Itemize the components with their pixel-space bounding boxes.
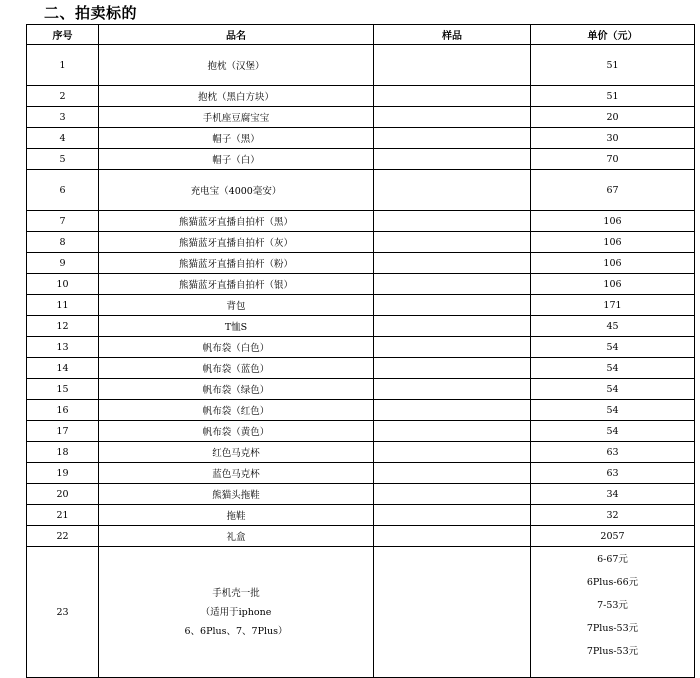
cell-sample — [374, 128, 531, 149]
cell-price-line: 6-67元 — [597, 554, 628, 565]
cell-sample — [374, 274, 531, 295]
cell-name: 帽子（白） — [99, 149, 374, 170]
cell-name — [99, 547, 374, 678]
cell-price: 171 — [531, 295, 695, 316]
cell-price: 106 — [531, 274, 695, 295]
cell-no: 22 — [27, 526, 99, 547]
cell-price: 20 — [531, 107, 695, 128]
cell-sample — [374, 316, 531, 337]
table-row — [27, 253, 695, 274]
cell-name-line: （适用于iphone — [200, 606, 272, 618]
cell-no: 12 — [27, 316, 99, 337]
cell-sample — [374, 170, 531, 211]
cell-no: 14 — [27, 358, 99, 379]
table-row — [27, 211, 695, 232]
cell-name: 帽子（黑） — [99, 128, 374, 149]
cell-price: 54 — [531, 358, 695, 379]
cell-name: 红色马克杯 — [99, 442, 374, 463]
table-row — [27, 505, 695, 526]
cell-name: 帆布袋（白色） — [99, 337, 374, 358]
table-row — [27, 400, 695, 421]
table-row — [27, 232, 695, 253]
cell-no: 16 — [27, 400, 99, 421]
table-row — [27, 295, 695, 316]
cell-price: 34 — [531, 484, 695, 505]
cell-name: 礼盒 — [99, 526, 374, 547]
cell-name: 抱枕（汉堡） — [99, 45, 374, 86]
column-header-price: 单价（元） — [531, 25, 695, 45]
cell-sample — [374, 337, 531, 358]
cell-price: 106 — [531, 232, 695, 253]
cell-price: 54 — [531, 379, 695, 400]
column-header-name: 品名 — [99, 25, 374, 45]
cell-price: 106 — [531, 253, 695, 274]
cell-no: 4 — [27, 128, 99, 149]
cell-price — [531, 547, 695, 678]
cell-sample — [374, 45, 531, 86]
cell-price-line: 7Plus-53元 — [586, 646, 639, 657]
table-row — [27, 274, 695, 295]
cell-sample — [374, 463, 531, 484]
cell-name: 熊猫蓝牙直播自拍杆（粉） — [99, 253, 374, 274]
cell-no: 23 — [27, 547, 99, 678]
cell-price: 51 — [531, 45, 695, 86]
cell-name-line: 6、6Plus、7、7Plus） — [184, 625, 288, 637]
cell-sample — [374, 421, 531, 442]
cell-name: 帆布袋（红色） — [99, 400, 374, 421]
table-row — [27, 484, 695, 505]
table-row — [27, 45, 695, 86]
cell-name: 熊猫头拖鞋 — [99, 484, 374, 505]
cell-sample — [374, 358, 531, 379]
cell-price: 54 — [531, 421, 695, 442]
table-header-row — [27, 25, 695, 45]
table-body — [27, 45, 695, 678]
table-row — [27, 442, 695, 463]
auction-lots-table — [26, 24, 695, 678]
table-row — [27, 316, 695, 337]
cell-sample — [374, 253, 531, 274]
cell-no: 8 — [27, 232, 99, 253]
cell-no: 2 — [27, 86, 99, 107]
cell-no: 9 — [27, 253, 99, 274]
cell-sample — [374, 295, 531, 316]
cell-price: 32 — [531, 505, 695, 526]
cell-price: 106 — [531, 211, 695, 232]
cell-sample — [374, 526, 531, 547]
cell-price: 54 — [531, 400, 695, 421]
table-row — [27, 128, 695, 149]
cell-sample — [374, 400, 531, 421]
cell-price: 54 — [531, 337, 695, 358]
cell-sample — [374, 379, 531, 400]
cell-no: 7 — [27, 211, 99, 232]
cell-no: 15 — [27, 379, 99, 400]
cell-price: 63 — [531, 463, 695, 484]
cell-no: 1 — [27, 45, 99, 86]
cell-sample — [374, 149, 531, 170]
table-row — [27, 170, 695, 211]
cell-no: 20 — [27, 484, 99, 505]
cell-name: 充电宝（4000毫安） — [99, 170, 374, 211]
cell-name: 帆布袋（绿色） — [99, 379, 374, 400]
table-row — [27, 107, 695, 128]
cell-name: 背包 — [99, 295, 374, 316]
table-row — [27, 421, 695, 442]
column-header-no: 序号 — [27, 25, 99, 45]
cell-price: 70 — [531, 149, 695, 170]
table-row — [27, 358, 695, 379]
cell-price: 51 — [531, 86, 695, 107]
table-row — [27, 379, 695, 400]
cell-sample — [374, 232, 531, 253]
cell-name: 手机座豆腐宝宝 — [99, 107, 374, 128]
cell-price: 2057 — [531, 526, 695, 547]
cell-name: 熊猫蓝牙直播自拍杆（银） — [99, 274, 374, 295]
table-row-23 — [27, 547, 695, 678]
cell-name: T恤S — [99, 316, 374, 337]
cell-sample — [374, 86, 531, 107]
cell-name: 熊猫蓝牙直播自拍杆（黑） — [99, 211, 374, 232]
cell-name: 帆布袋（蓝色） — [99, 358, 374, 379]
column-header-sample: 样品 — [374, 25, 531, 45]
table-row — [27, 463, 695, 484]
cell-no: 3 — [27, 107, 99, 128]
cell-price-line: 7-53元 — [597, 600, 628, 611]
cell-no: 18 — [27, 442, 99, 463]
cell-sample — [374, 107, 531, 128]
cell-sample — [374, 547, 531, 678]
cell-no: 17 — [27, 421, 99, 442]
cell-name: 帆布袋（黄色） — [99, 421, 374, 442]
section-heading: 二、拍卖标的 — [44, 4, 138, 22]
table-row — [27, 337, 695, 358]
cell-sample — [374, 211, 531, 232]
cell-no: 11 — [27, 295, 99, 316]
cell-no: 10 — [27, 274, 99, 295]
cell-name: 熊猫蓝牙直播自拍杆（灰） — [99, 232, 374, 253]
cell-no: 19 — [27, 463, 99, 484]
cell-price: 63 — [531, 442, 695, 463]
cell-sample — [374, 484, 531, 505]
cell-price-line: 6Plus-66元 — [586, 577, 639, 588]
table-row — [27, 149, 695, 170]
cell-name-line: 手机壳一批 — [212, 587, 260, 599]
cell-price: 30 — [531, 128, 695, 149]
cell-name: 蓝色马克杯 — [99, 463, 374, 484]
cell-name: 抱枕（黑白方块） — [99, 86, 374, 107]
cell-price-line: 7Plus-53元 — [586, 623, 639, 634]
table-row — [27, 86, 695, 107]
cell-no: 5 — [27, 149, 99, 170]
cell-price: 67 — [531, 170, 695, 211]
cell-no: 6 — [27, 170, 99, 211]
cell-name: 拖鞋 — [99, 505, 374, 526]
cell-no: 21 — [27, 505, 99, 526]
cell-price: 45 — [531, 316, 695, 337]
table-row — [27, 526, 695, 547]
cell-sample — [374, 442, 531, 463]
cell-sample — [374, 505, 531, 526]
cell-no: 13 — [27, 337, 99, 358]
